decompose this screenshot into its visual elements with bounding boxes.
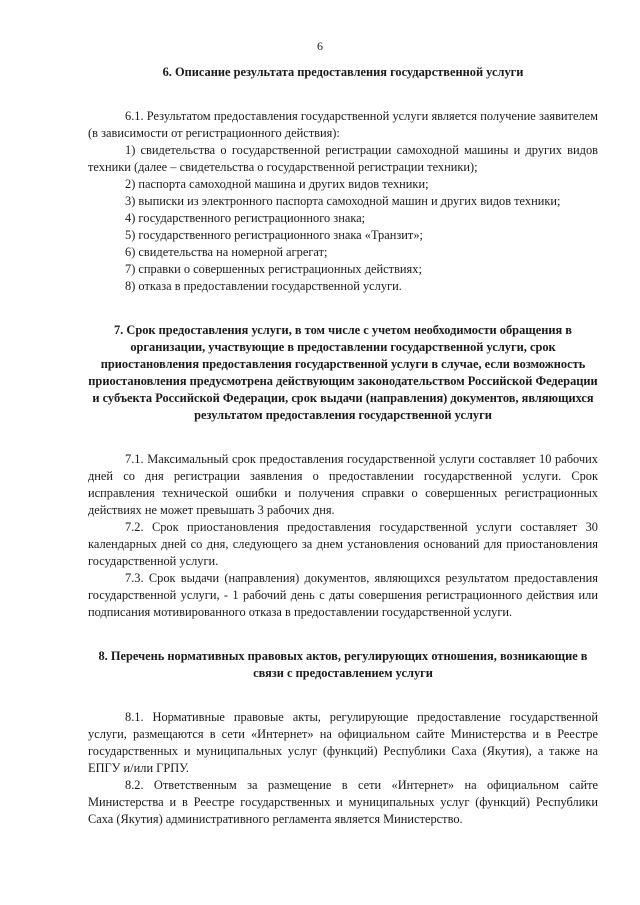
section-6-heading: 6. Описание результата предоставления государственной услуги bbox=[162, 65, 524, 79]
section-7-paragraph: 7.2. Срок приостановления предоставления государственной услуги составляет 30 календарных дней со дня, следующего за днем установления оснований для приостановления государственной услуги. bbox=[88, 520, 598, 568]
section-7-paragraph: 7.1. Максимальный срок предоставления государственной услуги составляет 10 рабочих дней со дня регистрации заявления о предоставлении государственной услуги. Срок исправления технической ошибки и получения справки о совершенных регистрационных действиях не может превышать 3 рабочих дня. bbox=[88, 452, 598, 517]
section-6-item: 6) свидетельства на номерной агрегат; bbox=[125, 245, 328, 259]
section-7-paragraph: 7.3. Срок выдачи (направления) документов, являющихся результатом предоставления государственной услуги, - 1 рабочий день с даты совершения регистрационного действия или подписания мотивированного отказа в предоставлении государственной услуги. bbox=[88, 571, 598, 619]
section-6-item: 8) отказа в предоставлении государственной услуги. bbox=[125, 279, 402, 293]
section-6-item: 5) государственного регистрационного знака «Транзит»; bbox=[125, 228, 423, 242]
page-number: 6 bbox=[317, 39, 323, 53]
section-8-paragraph: 8.1. Нормативные правовые акты, регулирующие предоставление государственной услуги, размещаются в сети «Интернет» на официальном сайте Министерства и в Реестре государственных и муниципальных услуг (функций) Республики Саха (Якутия), а также на ЕПГУ и/или ГРПУ. bbox=[88, 710, 598, 775]
section-6-item: 4) государственного регистрационного знака; bbox=[125, 211, 366, 225]
section-8-heading: 8. Перечень нормативных правовых актов, регулирующих отношения, возникающие в связи с предоставлением услуги bbox=[98, 649, 588, 680]
section-6-item: 3) выписки из электронного паспорта самоходной машин и других видов техники; bbox=[125, 194, 561, 208]
section-6-item: 2) паспорта самоходной машина и других видов техники; bbox=[125, 177, 429, 191]
section-6-intro: 6.1. Результатом предоставления государственной услуги является получение заявителем (в зависимости от регистрационного действия): bbox=[88, 109, 598, 140]
section-7-heading: 7. Срок предоставления услуги, в том числе с учетом необходимости обращения в организации, участвующие в предоставлении государственной услуги, срок приостановления предоставления государственной услуги в случае, если возможность приостановления предусмотрена действующим законодательством Российской Федерации и субъекта Российской Федерации, срок выдачи (направления) документов, являющихся результатом предоставления государственной услуги bbox=[88, 323, 598, 422]
section-8-paragraph: 8.2. Ответственным за размещение в сети «Интернет» на официальном сайте Министерства и в Реестре государственных и муниципальных услуг (функций) Республики Саха (Якутия) административного регламента является Министерство. bbox=[88, 778, 598, 826]
section-6-item: 1) свидетельства о государственной регистрации самоходной машины и других видов техники (далее – свидетельства о государственной регистрации техники); bbox=[88, 143, 598, 174]
section-6-item: 7) справки о совершенных регистрационных действиях; bbox=[125, 262, 422, 276]
page-content bbox=[88, 64, 598, 828]
